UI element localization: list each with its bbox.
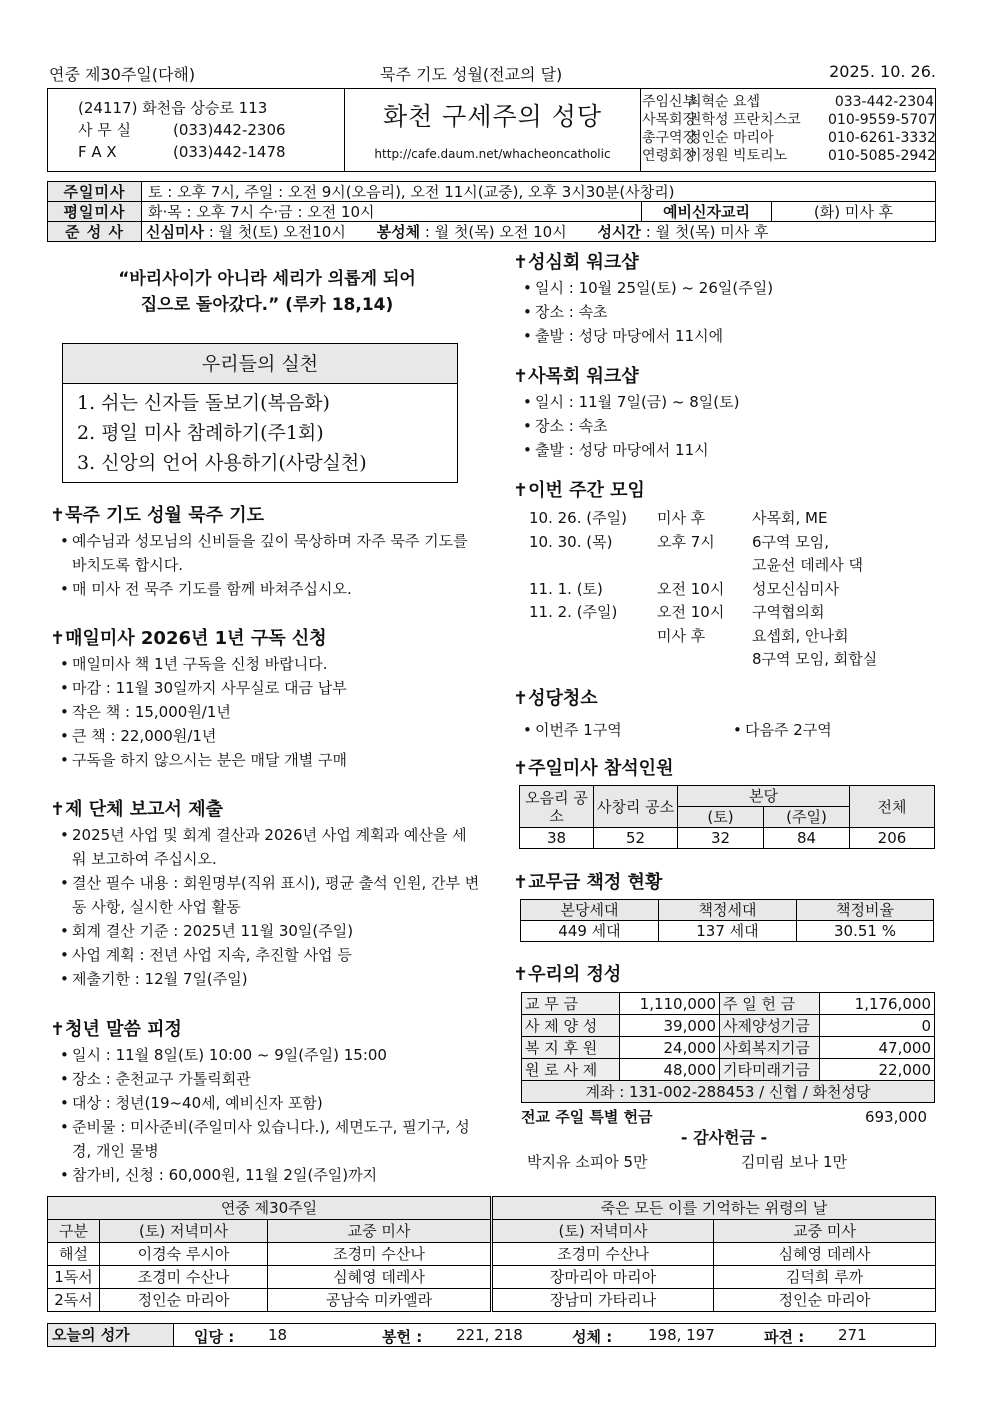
meeting-date bbox=[529, 648, 657, 672]
sacrament-prep-label: 준 성 사 bbox=[48, 222, 142, 242]
meeting-time: 미사 후 bbox=[657, 626, 706, 645]
roles-header-left: 연중 제30주일 bbox=[48, 1197, 492, 1220]
contact-role: 주임신부 bbox=[642, 94, 697, 110]
offering-value: 1,176,000 bbox=[820, 993, 935, 1015]
val-saturday: 32 bbox=[678, 828, 764, 849]
list-item: • 일시 : 11월 8일(토) 10:00 ~ 9일(주일) 15:00 bbox=[50, 1043, 480, 1067]
col-main: 본당 bbox=[678, 786, 850, 807]
address: (24117) 화천읍 상승로 113 bbox=[78, 99, 268, 117]
special-offering-label: 전교 주일 특별 헌금 bbox=[521, 1108, 653, 1126]
offering-section bbox=[513, 962, 935, 1175]
contact-name: 이정원 빅토리노 bbox=[688, 148, 788, 164]
holy-hour-time: : 월 첫(목) 미사 후 bbox=[641, 222, 769, 241]
contact-row bbox=[642, 129, 935, 147]
communion-hymn: 198, 197 bbox=[648, 1326, 715, 1344]
list-item: • 출발 : 성당 마당에서 11시 bbox=[513, 438, 933, 462]
contact-role: 총구역장 bbox=[642, 130, 697, 146]
bank-account: 계좌 : 131-002-288453 / 신협 / 화천성당 bbox=[522, 1081, 935, 1103]
communion-label: 성체 : bbox=[572, 1328, 613, 1346]
special-offering bbox=[521, 1107, 927, 1127]
holy-hour-label: 성시간 bbox=[597, 222, 641, 241]
section-title: ✝묵주 기도 성월 묵주 기도 bbox=[50, 505, 265, 526]
col-left-main: 교중 미사 bbox=[268, 1220, 492, 1243]
meeting-event: 성모신심미사 bbox=[752, 579, 839, 598]
pastoral-council-section bbox=[513, 364, 933, 462]
list-item: • 큰 책 : 22,000원/1년 bbox=[50, 724, 480, 748]
role-name: 2독서 bbox=[48, 1289, 100, 1312]
dismissal-hymn: 271 bbox=[838, 1326, 867, 1344]
role-name: 해설 bbox=[48, 1243, 100, 1266]
col-total: 전체 bbox=[850, 786, 935, 828]
offertory-label: 봉헌 : bbox=[382, 1328, 423, 1346]
meeting-time bbox=[657, 648, 752, 672]
section-title: ✝사목회 워크샵 bbox=[513, 366, 639, 387]
list-item: • 작은 책 : 15,000원/1년 bbox=[50, 700, 480, 724]
thanks-list bbox=[527, 1149, 935, 1175]
roles-header-right: 죽은 모든 이를 기억하는 위령의 날 bbox=[492, 1197, 936, 1220]
list-item: • 참가비, 신청 : 60,000원, 11월 2일(주일)까지 bbox=[50, 1163, 480, 1187]
quote-line: 집으로 돌아갔다.” (루카 18,14) bbox=[140, 295, 394, 315]
meetings-schedule bbox=[529, 507, 933, 672]
weekly-meetings-section bbox=[513, 478, 933, 672]
meeting-event: 사목회, ME bbox=[752, 509, 828, 527]
meeting-event: 요셉회, 안나회 bbox=[752, 626, 849, 645]
meeting-row bbox=[529, 554, 933, 578]
section-title: ✝매일미사 2026년 1년 구독 신청 bbox=[50, 628, 327, 649]
offering-key: 복 지 후 원 bbox=[522, 1037, 620, 1059]
role-person: 심혜영 데레사 bbox=[268, 1266, 492, 1289]
contact-phone: 010-5085-2942 bbox=[828, 148, 937, 164]
meeting-row bbox=[529, 625, 933, 649]
section-title: ✝성심회 워크샵 bbox=[513, 252, 639, 273]
offering-value: 0 bbox=[820, 1015, 935, 1037]
practice-title: 우리들의 실천 bbox=[63, 344, 457, 384]
offering-value: 47,000 bbox=[820, 1037, 935, 1059]
dues-h2: 책정세대 bbox=[658, 900, 796, 921]
meeting-date: 11. 2. (주일) bbox=[529, 603, 618, 621]
role-person: 조경미 수산나 bbox=[492, 1243, 714, 1266]
role-name: 1독서 bbox=[48, 1266, 100, 1289]
table-row bbox=[48, 1289, 936, 1312]
dues-v3: 30.51 % bbox=[796, 921, 933, 942]
contacts bbox=[642, 93, 935, 165]
list-item: • 장소 : 속초 bbox=[513, 300, 933, 324]
table-row bbox=[522, 1059, 935, 1081]
list-item: • 마감 : 11월 30일까지 사무실로 대금 납부 bbox=[50, 676, 480, 700]
contact-role: 사목회장 bbox=[642, 112, 697, 128]
thanks-entry: 김미림 보나 1만 bbox=[741, 1153, 848, 1171]
list-item: • 결산 필수 내용 : 회원명부(직위 표시), 평균 출석 인원, 간부 변동 사항, 실시한 사업 활동 bbox=[50, 871, 480, 919]
list-item: • 일시 : 10월 25일(토) ~ 26일(주일) bbox=[513, 276, 933, 300]
sunday-mass-times: 토 : 오후 7시, 주일 : 오전 9시(오음리), 오전 11시(교중), 오후 3시30분(사창리) bbox=[142, 182, 936, 202]
meeting-date: 10. 30. (목) bbox=[529, 532, 613, 551]
dues-h1: 본당세대 bbox=[521, 900, 659, 921]
section-title: ✝청년 말씀 피정 bbox=[50, 1019, 182, 1040]
meeting-event: 8구역 모임, 회합실 bbox=[752, 650, 878, 668]
catechumen-time: (화) 미사 후 bbox=[772, 202, 936, 222]
attendance-section bbox=[513, 756, 935, 849]
top-line bbox=[47, 62, 936, 86]
meeting-time: 오후 7시 bbox=[657, 532, 715, 551]
meeting-time: 미사 후 bbox=[657, 509, 706, 527]
list-item: • 매 미사 전 묵주 기도를 함께 바쳐주십시오. bbox=[50, 577, 480, 601]
meeting-event: 6구역 모임, bbox=[752, 532, 830, 551]
communion-visit-label: 봉성체 bbox=[376, 222, 421, 241]
role-person: 조경미 수산나 bbox=[100, 1266, 268, 1289]
reports-section bbox=[50, 797, 480, 991]
section-title: ✝주일미사 참석인원 bbox=[513, 758, 674, 779]
role-person: 조경미 수산나 bbox=[268, 1243, 492, 1266]
thanks-entry: 박지유 소피아 5만 bbox=[527, 1153, 648, 1171]
dues-h3: 책정비율 bbox=[796, 900, 933, 921]
office-phone: (033)442-2306 bbox=[173, 121, 286, 139]
meeting-date bbox=[529, 554, 657, 578]
contact-row bbox=[642, 111, 935, 129]
communion-visit-time: : 월 첫(목) 오전 10시 bbox=[420, 222, 567, 241]
meeting-row bbox=[529, 578, 933, 602]
weekday-mass-times: 화·목 : 오후 7시 수·금 : 오전 10시 bbox=[142, 202, 642, 222]
offertory-hymn: 221, 218 bbox=[456, 1326, 523, 1344]
table-row bbox=[48, 1266, 936, 1289]
meeting-row bbox=[529, 648, 933, 672]
meeting-date: 10. 26. (주일) bbox=[529, 509, 627, 527]
fax-number: (033)442-1478 bbox=[173, 143, 286, 161]
practice-item: 3. 신앙의 언어 사용하기(사랑실천) bbox=[77, 452, 367, 474]
list-item: • 준비물 : 미사준비(주일미사 있습니다.), 세면도구, 필기구, 성경, 개인 물병 bbox=[50, 1115, 480, 1163]
meeting-row bbox=[529, 531, 933, 555]
hymns-bar bbox=[47, 1323, 936, 1347]
contact-name: 권학성 프란치스코 bbox=[688, 112, 801, 128]
offering-value: 1,110,000 bbox=[620, 993, 720, 1015]
section-title: ✝우리의 정성 bbox=[513, 964, 622, 985]
role-person: 정인순 마리아 bbox=[100, 1289, 268, 1312]
col-sachang: 사창리 공소 bbox=[594, 786, 678, 828]
office-label: 사 무 실 bbox=[78, 121, 132, 139]
offering-value: 22,000 bbox=[820, 1059, 935, 1081]
section-title: ✝이번 주간 모임 bbox=[513, 480, 645, 501]
sunday-mass-label: 주일미사 bbox=[48, 182, 142, 202]
contact-phone: 010-6261-3332 bbox=[828, 130, 937, 146]
section-title: ✝교무금 책정 현황 bbox=[513, 872, 663, 893]
offering-value: 48,000 bbox=[620, 1059, 720, 1081]
offering-value: 39,000 bbox=[620, 1015, 720, 1037]
val-sachang: 52 bbox=[594, 828, 678, 849]
list-item: • 예수님과 성모님의 신비들을 깊이 묵상하며 자주 묵주 기도를 바치도록 합시다. bbox=[50, 529, 480, 577]
practice-item: 1. 쉬는 신자들 돌보기(복음화) bbox=[77, 392, 330, 414]
offering-key: 사회복지기금 bbox=[720, 1037, 820, 1059]
quote-line: “바리사이가 아니라 세리가 의롭게 되어 bbox=[118, 269, 416, 289]
month-theme: 묵주 기도 성월(전교의 달) bbox=[380, 65, 563, 84]
list-item: • 출발 : 성당 마당에서 11시에 bbox=[513, 324, 933, 348]
cleaning-next-week: • 다음주 2구역 bbox=[723, 718, 832, 742]
section-title: ✝제 단체 보고서 제출 bbox=[50, 799, 223, 820]
office-info bbox=[48, 89, 344, 171]
meeting-time: 오전 10시 bbox=[657, 603, 725, 621]
bulletin-date: 2025. 10. 26. bbox=[829, 62, 936, 81]
mass-schedule bbox=[47, 181, 936, 242]
daily-missal-section bbox=[50, 626, 480, 772]
cafe-url[interactable]: http://cafe.daum.net/whacheoncatholic bbox=[374, 147, 611, 161]
col-sunday: (주일) bbox=[764, 807, 850, 828]
list-item: • 제출기한 : 12월 7일(주일) bbox=[50, 967, 480, 991]
contact-row bbox=[642, 93, 935, 111]
meeting-row bbox=[529, 601, 933, 625]
sacrament-prep-times bbox=[142, 222, 936, 242]
cleaning-this-week: • 이번주 1구역 bbox=[513, 718, 723, 742]
catechumen-label: 예비신자교리 bbox=[642, 202, 772, 222]
contact-role: 연령회장 bbox=[642, 148, 697, 164]
role-person: 장마리아 마리아 bbox=[492, 1266, 714, 1289]
val-sunday: 84 bbox=[764, 828, 850, 849]
role-person: 이경숙 루시아 bbox=[100, 1243, 268, 1266]
meeting-event: 구역협의회 bbox=[752, 603, 825, 621]
header-box bbox=[47, 88, 936, 172]
sacred-heart-section bbox=[513, 250, 933, 348]
offering-key: 사제양성기금 bbox=[720, 1015, 820, 1037]
col-right-evening: (토) 저녁미사 bbox=[492, 1220, 714, 1243]
practice-list bbox=[63, 384, 457, 482]
practice-box bbox=[62, 343, 458, 483]
offering-value: 24,000 bbox=[620, 1037, 720, 1059]
contact-phone: 033-442-2304 bbox=[834, 94, 934, 110]
devotion-mass-label: 신심미사 bbox=[146, 222, 204, 241]
contact-row bbox=[642, 147, 935, 165]
col-saturday: (토) bbox=[678, 807, 764, 828]
val-oeum: 38 bbox=[520, 828, 594, 849]
list-item: • 장소 : 춘천교구 가톨릭회관 bbox=[50, 1067, 480, 1091]
role-person: 장남미 가타리나 bbox=[492, 1289, 714, 1312]
rosary-section bbox=[50, 503, 480, 601]
church-name: 화천 구세주의 성당 bbox=[382, 102, 603, 131]
col-left-evening: (토) 저녁미사 bbox=[100, 1220, 268, 1243]
table-row bbox=[522, 1015, 935, 1037]
list-item: • 매일미사 책 1년 구독을 신청 바랍니다. bbox=[50, 652, 480, 676]
list-item: • 일시 : 11월 7일(금) ~ 8일(토) bbox=[513, 390, 933, 414]
church-title-cell bbox=[344, 89, 641, 171]
col-role: 구분 bbox=[48, 1220, 100, 1243]
dismissal-label: 파견 : bbox=[764, 1328, 805, 1346]
scripture-quote bbox=[47, 266, 487, 318]
offering-key: 원 로 사 제 bbox=[522, 1059, 620, 1081]
role-person: 심혜영 데레사 bbox=[714, 1243, 936, 1266]
ministry-roles-table bbox=[47, 1196, 936, 1312]
hymns-label: 오늘의 성가 bbox=[48, 1324, 174, 1346]
role-person: 정인순 마리아 bbox=[714, 1289, 936, 1312]
offering-key: 기타미래기금 bbox=[720, 1059, 820, 1081]
thanks-title: - 감사헌금 - bbox=[680, 1128, 768, 1147]
devotion-mass-time: : 월 첫(토) 오전10시 bbox=[203, 222, 346, 241]
role-person: 김덕희 루까 bbox=[714, 1266, 936, 1289]
meeting-row bbox=[529, 507, 933, 531]
dues-v2: 137 세대 bbox=[658, 921, 796, 942]
attendance-table bbox=[519, 785, 935, 849]
list-item: • 대상 : 청년(19~40세, 예비신자 포함) bbox=[50, 1091, 480, 1115]
meeting-date: 11. 1. (토) bbox=[529, 579, 603, 598]
offering-key: 주 일 헌 금 bbox=[720, 993, 820, 1015]
table-row bbox=[522, 1037, 935, 1059]
val-total: 206 bbox=[850, 828, 935, 849]
table-row bbox=[522, 1081, 935, 1103]
dues-section bbox=[513, 870, 935, 942]
meeting-time bbox=[657, 554, 752, 578]
section-title: ✝성당청소 bbox=[513, 688, 598, 709]
offering-key: 사 제 양 성 bbox=[522, 1015, 620, 1037]
cleaning-section bbox=[513, 686, 933, 742]
list-item: • 사업 계획 : 전년 사업 지속, 추진할 사업 등 bbox=[50, 943, 480, 967]
list-item: • 구독을 하지 않으시는 분은 매달 개별 구매 bbox=[50, 748, 480, 772]
contact-name: 정인순 마리아 bbox=[688, 130, 774, 146]
table-row bbox=[522, 993, 935, 1015]
col-oeum: 오음리 공소 bbox=[520, 786, 594, 828]
table-row bbox=[48, 1243, 936, 1266]
role-person: 공남숙 미카엘라 bbox=[268, 1289, 492, 1312]
meeting-date bbox=[529, 625, 657, 649]
liturgical-day: 연중 제30주일(다해) bbox=[49, 65, 196, 84]
dues-v1: 449 세대 bbox=[521, 921, 659, 942]
special-offering-value: 693,000 bbox=[864, 1108, 927, 1126]
contact-name: 최혁순 요셉 bbox=[688, 94, 761, 110]
meeting-event: 고윤선 데레사 댁 bbox=[752, 556, 863, 574]
meeting-time: 오전 10시 bbox=[657, 579, 725, 598]
practice-item: 2. 평일 미사 참례하기(주1회) bbox=[77, 422, 324, 444]
weekday-mass-label: 평일미사 bbox=[48, 202, 142, 222]
offering-table bbox=[521, 992, 935, 1103]
col-right-main: 교중 미사 bbox=[714, 1220, 936, 1243]
dues-table bbox=[520, 899, 934, 942]
contact-phone: 010-9559-5707 bbox=[828, 112, 937, 128]
list-item: • 회계 결산 기준 : 2025년 11월 30일(주일) bbox=[50, 919, 480, 943]
youth-retreat-section bbox=[50, 1017, 480, 1187]
fax-label: F A X bbox=[78, 143, 117, 161]
entrance-label: 입당 : bbox=[194, 1328, 235, 1346]
list-item: • 장소 : 속초 bbox=[513, 414, 933, 438]
entrance-hymn: 18 bbox=[268, 1326, 288, 1344]
list-item: • 2025년 사업 및 회계 결산과 2026년 사업 계획과 예산을 세워 보고하여 주십시오. bbox=[50, 823, 480, 871]
offering-key: 교 무 금 bbox=[522, 993, 620, 1015]
